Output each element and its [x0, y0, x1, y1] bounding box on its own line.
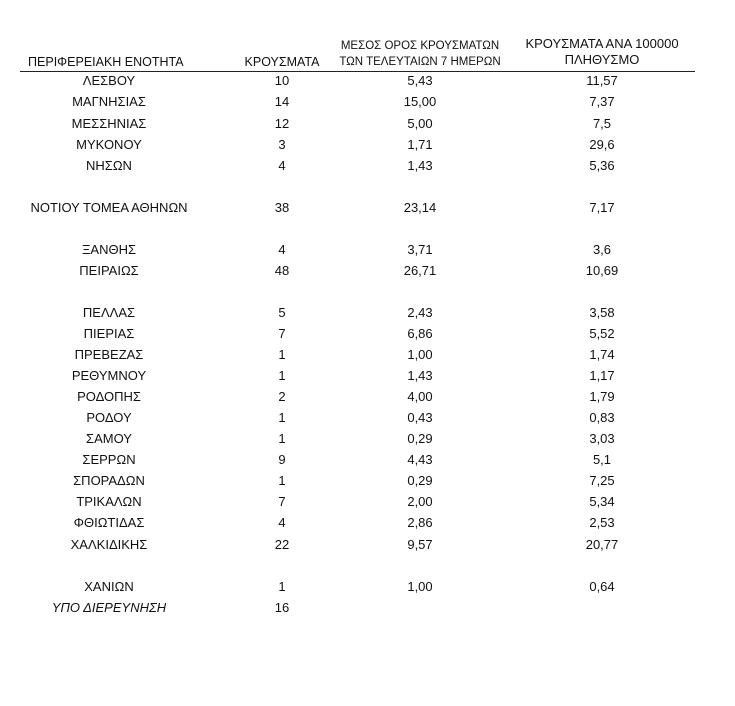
- region-name: ΧΑΝΙΩΝ: [84, 579, 134, 594]
- cases-value: 7: [278, 326, 286, 341]
- per-100000-value: 5,34: [589, 494, 615, 509]
- region-name: ΠΡΕΒΕΖΑΣ: [74, 347, 144, 362]
- avg-7-days-value: 1,71: [407, 137, 433, 152]
- per-100000-value: 5,1: [592, 452, 612, 467]
- header-cases-per-100000: [512, 36, 692, 68]
- cases-value: 48: [274, 263, 290, 278]
- per-100000-value: 5,52: [589, 326, 615, 341]
- per-100000-value: 11,57: [586, 73, 618, 88]
- per-100000-value: 3,03: [589, 431, 615, 446]
- header-avg-line1: ΜΕΣΟΣ ΟΡΟΣ ΚΡΟΥΣΜΑΤΩΝ: [340, 40, 500, 52]
- region-name: ΡΟΔΟΠΗΣ: [77, 389, 141, 404]
- avg-7-days-value: 0,29: [407, 431, 433, 446]
- region-name: ΜΑΓΝΗΣΙΑΣ: [72, 94, 146, 109]
- cases-value: 1: [278, 368, 286, 383]
- header-region: ΠΕΡΙΦΕΡΕΙΑΚΗ ΕΝΟΤΗΤΑ: [28, 55, 184, 69]
- per-100000-value: 7,5: [592, 116, 612, 131]
- cases-value: 1: [278, 410, 286, 425]
- cases-value: 7: [278, 494, 286, 509]
- region-name: ΣΠΟΡΑΔΩΝ: [73, 473, 145, 488]
- avg-7-days-value: 3,71: [407, 242, 433, 257]
- per-100000-value: 10,69: [585, 263, 619, 278]
- avg-7-days-value: 2,43: [407, 305, 433, 320]
- region-name: ΜΥΚΟΝΟΥ: [76, 137, 142, 152]
- header-per-line1: ΚΡΟΥΣΜΑΤΑ ΑΝΑ 100000: [525, 36, 679, 51]
- cases-value: 1: [278, 347, 286, 362]
- per-100000-value: 7,37: [589, 94, 615, 109]
- cases-value: 4: [278, 242, 286, 257]
- avg-7-days-value: 4,00: [407, 389, 433, 404]
- avg-7-days-value: 9,57: [407, 537, 433, 552]
- avg-7-days-value: 1,43: [407, 158, 433, 173]
- avg-7-days-value: 4,43: [407, 452, 433, 467]
- region-name: ΤΡΙΚΑΛΩΝ: [76, 494, 142, 509]
- per-100000-value: 7,25: [589, 473, 615, 488]
- header-divider: [20, 71, 695, 72]
- cases-value: 16: [274, 600, 290, 615]
- cases-value: 1: [278, 431, 286, 446]
- header-per-line2: ΠΛΗΘΥΣΜΟ: [564, 52, 640, 67]
- cases-value: 2: [278, 389, 286, 404]
- avg-7-days-value: 15,00: [403, 94, 437, 109]
- region-name: ΠΕΛΛΑΣ: [82, 305, 136, 320]
- per-100000-value: 0,64: [589, 579, 615, 594]
- region-name: ΣΕΡΡΩΝ: [82, 452, 136, 467]
- avg-7-days-value: 1,00: [407, 579, 433, 594]
- avg-7-days-value: 5,43: [407, 73, 433, 88]
- region-name: ΝΟΤΙΟΥ ΤΟΜΕΑ ΑΘΗΝΩΝ: [30, 200, 188, 215]
- region-name: ΥΠΟ ΔΙΕΡΕΥΝΗΣΗ: [51, 600, 167, 615]
- region-name: ΝΗΣΩΝ: [86, 158, 132, 173]
- region-name: ΜΕΣΣΗΝΙΑΣ: [71, 116, 147, 131]
- cases-value: 12: [274, 116, 290, 131]
- region-name: ΡΟΔΟΥ: [86, 410, 132, 425]
- cases-value: 14: [274, 94, 290, 109]
- avg-7-days-value: 0,29: [407, 473, 433, 488]
- region-name: ΧΑΛΚΙΔΙΚΗΣ: [70, 537, 148, 552]
- cases-value: 3: [278, 137, 286, 152]
- cases-value: 4: [278, 515, 286, 530]
- per-100000-value: 7,17: [589, 200, 615, 215]
- per-100000-value: 0,83: [589, 410, 615, 425]
- region-name: ΡΕΘΥΜΝΟΥ: [71, 368, 147, 383]
- cases-value: 1: [278, 473, 286, 488]
- avg-7-days-value: 23,14: [403, 200, 437, 215]
- per-100000-value: 29,6: [589, 137, 615, 152]
- per-100000-value: 1,74: [589, 347, 615, 362]
- cases-value: 9: [278, 452, 286, 467]
- avg-7-days-value: 1,43: [407, 368, 433, 383]
- cases-value: 10: [274, 73, 290, 88]
- avg-7-days-value: 2,86: [407, 515, 433, 530]
- cases-value: 38: [274, 200, 290, 215]
- per-100000-value: 1,79: [589, 389, 615, 404]
- header-avg-7-days: [334, 38, 506, 70]
- per-100000-value: 1,17: [589, 368, 615, 383]
- region-name: ΠΙΕΡΙΑΣ: [83, 326, 135, 341]
- avg-7-days-value: 0,43: [407, 410, 433, 425]
- avg-7-days-value: 5,00: [407, 116, 433, 131]
- header-cases: ΚΡΟΥΣΜΑΤΑ: [244, 55, 320, 69]
- region-name: ΛΕΣΒΟΥ: [82, 73, 136, 88]
- per-100000-value: 3,6: [592, 242, 612, 257]
- avg-7-days-value: 26,71: [403, 263, 437, 278]
- cases-value: 4: [278, 158, 286, 173]
- avg-7-days-value: 1,00: [407, 347, 433, 362]
- cases-value: 5: [278, 305, 286, 320]
- header-avg-line2: ΤΩΝ ΤΕΛΕΥΤΑΙΩΝ 7 ΗΜΕΡΩΝ: [339, 56, 501, 68]
- region-name: ΣΑΜΟΥ: [86, 431, 132, 446]
- region-name: ΞΑΝΘΗΣ: [81, 242, 137, 257]
- cases-value: 22: [274, 537, 290, 552]
- per-100000-value: 5,36: [589, 158, 615, 173]
- per-100000-value: 20,77: [585, 537, 619, 552]
- avg-7-days-value: 2,00: [407, 494, 433, 509]
- cases-value: 1: [278, 579, 286, 594]
- region-name: ΦΘΙΩΤΙΔΑΣ: [73, 515, 145, 530]
- per-100000-value: 2,53: [589, 515, 615, 530]
- region-name: ΠΕΙΡΑΙΩΣ: [79, 263, 139, 278]
- per-100000-value: 3,58: [589, 305, 615, 320]
- avg-7-days-value: 6,86: [407, 326, 433, 341]
